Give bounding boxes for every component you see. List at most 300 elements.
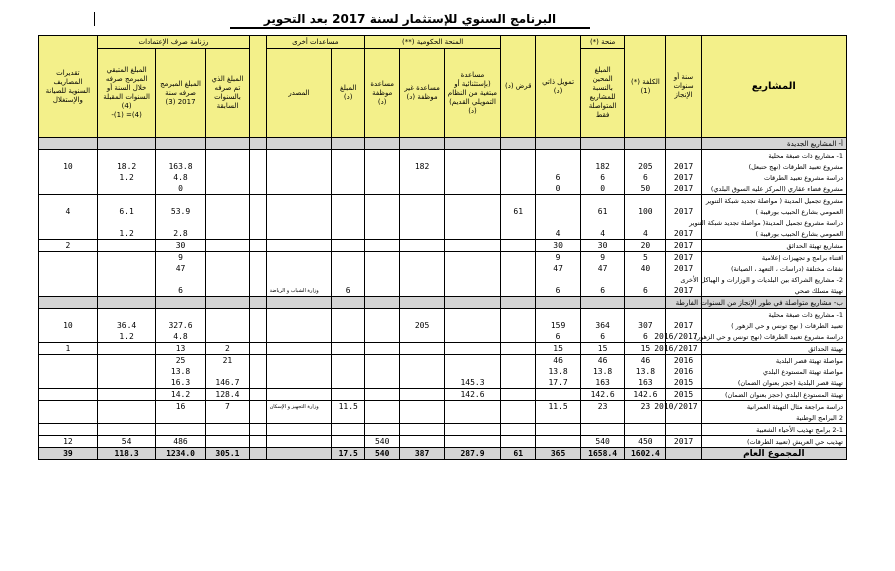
cell-loan	[501, 285, 536, 297]
cell-other-source	[266, 297, 332, 309]
cell-self-funding: 46	[536, 355, 581, 367]
cell-govt-new	[444, 274, 500, 285]
cell-name: مشروع تجميل المدينة ( مواصلة تجديد شبكة التنوير	[701, 195, 846, 207]
header-year: سنة أو سنوات الإنجاز	[666, 36, 701, 138]
cell-govt-new	[444, 320, 500, 331]
cell-other-amount	[332, 150, 365, 162]
cell-name: 1- مشاريع ذات صبغة محلية	[701, 309, 846, 321]
header-other-source: المصدر	[266, 49, 332, 138]
cell-maintenance	[39, 217, 98, 228]
cell-credits-remaining	[97, 183, 156, 195]
cell-govt-allocated	[365, 172, 400, 183]
cell-year: 2017	[666, 172, 701, 183]
cell-credits-2017: 4.8	[156, 172, 205, 183]
cell-govt-allocated	[365, 240, 400, 252]
cell-self-funding	[536, 412, 581, 424]
cell-credits-2017	[156, 297, 205, 309]
cell-govt-new	[444, 161, 500, 172]
cell-grant-mid: 30	[580, 240, 625, 252]
table-body	[39, 138, 847, 460]
cell-govt-new	[444, 285, 500, 297]
table-row	[39, 195, 847, 207]
cell-credits-remaining	[97, 366, 156, 377]
cell-govt-new	[444, 172, 500, 183]
header-maintenance: تقديرات المصاريف السنوية للصيانة والإستغلال	[39, 36, 98, 138]
cell-name: دراسة مشروع تعبيد الطرقات (نهج تونس و حي الزهور)	[701, 331, 846, 343]
cell-maintenance	[39, 355, 98, 367]
cell-credits-2017: 25	[156, 355, 205, 367]
cell-other-amount: 17.5	[332, 448, 365, 460]
cell-maintenance	[39, 331, 98, 343]
cell-loan	[501, 217, 536, 228]
cell-grant-mid: 23	[580, 401, 625, 413]
cell-other-source	[266, 206, 332, 217]
cell-govt-new	[444, 138, 500, 150]
cell-govt-allocated	[365, 377, 400, 389]
cell-self-funding: 365	[536, 448, 581, 460]
cell-loan	[501, 320, 536, 331]
cell-other-source	[266, 240, 332, 252]
cell-credits-remaining: 36.4	[97, 320, 156, 331]
cell-year: 2016/2017	[666, 331, 701, 343]
cell-self-funding	[536, 206, 581, 217]
cell-year	[666, 150, 701, 162]
cell-self-funding: 15	[536, 343, 581, 355]
cell-other-source: وزارة التجهيز و الإسكان	[266, 401, 332, 413]
cell-loan	[501, 138, 536, 150]
cell-spacer	[250, 252, 266, 264]
cell-credits-prior	[205, 206, 250, 217]
cell-name: ب- مشاريع متواصلة في طور الإنجاز من السنوات الفارطة	[701, 297, 846, 309]
cell-grant-mid: 46	[580, 355, 625, 367]
cell-other-source	[266, 343, 332, 355]
cell-self-funding: 13.8	[536, 366, 581, 377]
cell-other-amount	[332, 172, 365, 183]
cell-govt-unallocated	[400, 355, 445, 367]
cell-credits-prior	[205, 195, 250, 207]
cell-credits-remaining: 6.1	[97, 206, 156, 217]
cell-cost: 15	[625, 343, 666, 355]
cell-govt-new	[444, 195, 500, 207]
cell-cost: 50	[625, 183, 666, 195]
cell-spacer	[250, 285, 266, 297]
cell-credits-prior	[205, 263, 250, 274]
header-grants-group: منحة (*)	[580, 36, 625, 49]
header-govt-unallocated: مساعدة غير موظفة (د)	[400, 49, 445, 138]
header-credits-remaining	[97, 49, 156, 138]
cell-spacer	[250, 355, 266, 367]
cell-govt-unallocated	[400, 228, 445, 240]
cell-credits-2017	[156, 309, 205, 321]
cell-govt-unallocated	[400, 206, 445, 217]
cell-self-funding: 6	[536, 285, 581, 297]
cell-self-funding	[536, 297, 581, 309]
cell-maintenance	[39, 263, 98, 274]
cell-grant-mid: 4	[580, 228, 625, 240]
cell-govt-unallocated	[400, 252, 445, 264]
cell-govt-unallocated	[400, 285, 445, 297]
cell-maintenance: 2	[39, 240, 98, 252]
cell-credits-prior	[205, 228, 250, 240]
cell-name: 2 البرامج الوطنية	[701, 412, 846, 424]
cell-credits-prior: 128.4	[205, 389, 250, 401]
cell-maintenance: 1	[39, 343, 98, 355]
cell-year	[666, 412, 701, 424]
cell-credits-prior	[205, 309, 250, 321]
cell-other-source	[266, 436, 332, 448]
table-row	[39, 206, 847, 217]
cell-maintenance	[39, 183, 98, 195]
cell-cost: 205	[625, 161, 666, 172]
cell-spacer	[250, 161, 266, 172]
cell-grant-mid	[580, 424, 625, 436]
cell-name: تهذيب حي العريش (تعبيد الطرقات)	[701, 436, 846, 448]
cell-grant-mid: 61	[580, 206, 625, 217]
cell-govt-unallocated	[400, 377, 445, 389]
cell-govt-unallocated	[400, 138, 445, 150]
cell-year: 2016	[666, 366, 701, 377]
cell-other-source	[266, 309, 332, 321]
cell-govt-allocated	[365, 217, 400, 228]
cell-grant-mid: 9	[580, 252, 625, 264]
cell-grant-mid	[580, 412, 625, 424]
cell-loan	[501, 263, 536, 274]
cell-loan	[501, 195, 536, 207]
cell-other-amount	[332, 206, 365, 217]
cell-govt-allocated	[365, 320, 400, 331]
cell-spacer	[250, 412, 266, 424]
cell-spacer	[250, 217, 266, 228]
cell-govt-unallocated	[400, 263, 445, 274]
cell-credits-remaining: 1.2	[97, 331, 156, 343]
cell-credits-prior	[205, 412, 250, 424]
cell-self-funding: 9	[536, 252, 581, 264]
cell-other-amount	[332, 366, 365, 377]
cell-cost: 5	[625, 252, 666, 264]
cell-cost: 100	[625, 206, 666, 217]
cell-grant-mid: 182	[580, 161, 625, 172]
cell-year: 2017	[666, 285, 701, 297]
cell-name: المجموع العام	[701, 448, 846, 460]
cell-govt-new	[444, 217, 500, 228]
total-row	[39, 448, 847, 460]
cell-credits-remaining	[97, 424, 156, 436]
table-row	[39, 285, 847, 297]
cell-govt-unallocated	[400, 366, 445, 377]
cell-credits-prior	[205, 172, 250, 183]
cell-name: تهيئة الحدائق	[701, 343, 846, 355]
cell-credits-remaining	[97, 309, 156, 321]
cell-credits-2017	[156, 150, 205, 162]
table-row	[39, 343, 847, 355]
cell-maintenance	[39, 401, 98, 413]
cell-maintenance	[39, 377, 98, 389]
cell-name: نفقات مختلفة (دراسات ، التعهد ، الصيانة)	[701, 263, 846, 274]
cell-credits-2017: 30	[156, 240, 205, 252]
cell-govt-new	[444, 297, 500, 309]
cell-maintenance	[39, 424, 98, 436]
cell-maintenance	[39, 195, 98, 207]
cell-year: 2016	[666, 355, 701, 367]
cell-loan	[501, 150, 536, 162]
cell-cost: 450	[625, 436, 666, 448]
cell-year: 2017	[666, 183, 701, 195]
cell-cost: 20	[625, 240, 666, 252]
header-other-amount: المبلغ (د)	[332, 49, 365, 138]
cell-cost	[625, 424, 666, 436]
cell-govt-new	[444, 309, 500, 321]
cell-spacer	[250, 183, 266, 195]
cell-name: دراسة مراجعة مثال التهيئة العمرانية	[701, 401, 846, 413]
cell-credits-remaining: 18.2	[97, 161, 156, 172]
cell-spacer	[250, 320, 266, 331]
cell-year: 2017	[666, 206, 701, 217]
cell-self-funding	[536, 424, 581, 436]
cell-credits-remaining	[97, 274, 156, 285]
table-row	[39, 217, 847, 228]
cell-maintenance: 10	[39, 320, 98, 331]
cell-self-funding	[536, 436, 581, 448]
cell-credits-prior	[205, 138, 250, 150]
table-row	[39, 183, 847, 195]
cell-spacer	[250, 448, 266, 460]
cell-govt-unallocated: 387	[400, 448, 445, 460]
cell-year	[666, 195, 701, 207]
cell-govt-new	[444, 436, 500, 448]
cell-self-funding	[536, 195, 581, 207]
cell-other-source	[266, 150, 332, 162]
cell-cost: 4	[625, 228, 666, 240]
cell-credits-prior	[205, 285, 250, 297]
cell-govt-new	[444, 355, 500, 367]
cell-loan	[501, 366, 536, 377]
table-row	[39, 274, 847, 285]
cell-govt-new	[444, 183, 500, 195]
cell-govt-new	[444, 331, 500, 343]
cell-govt-unallocated	[400, 150, 445, 162]
cell-cost	[625, 195, 666, 207]
cell-other-source	[266, 424, 332, 436]
cell-other-amount	[332, 138, 365, 150]
cell-name: العمومي بشارع الحبيب بورقيبة )	[701, 206, 846, 217]
cell-spacer	[250, 172, 266, 183]
cell-credits-2017: 4.8	[156, 331, 205, 343]
cell-govt-allocated	[365, 297, 400, 309]
cell-govt-unallocated	[400, 343, 445, 355]
cell-grant-mid: 6	[580, 331, 625, 343]
cell-loan	[501, 389, 536, 401]
cell-self-funding: 47	[536, 263, 581, 274]
cell-maintenance	[39, 138, 98, 150]
cell-maintenance	[39, 389, 98, 401]
cell-maintenance	[39, 228, 98, 240]
cell-other-amount	[332, 297, 365, 309]
cell-maintenance: 4	[39, 206, 98, 217]
header-spacer	[250, 36, 266, 138]
cell-govt-unallocated	[400, 424, 445, 436]
cell-other-source	[266, 355, 332, 367]
cell-credits-prior	[205, 274, 250, 285]
cell-other-amount: 6	[332, 285, 365, 297]
cell-credits-remaining	[97, 150, 156, 162]
cell-govt-allocated: 540	[365, 448, 400, 460]
cell-govt-unallocated: 205	[400, 320, 445, 331]
cell-self-funding: 6	[536, 172, 581, 183]
cell-grant-mid: 540	[580, 436, 625, 448]
cell-grant-mid: 13.8	[580, 366, 625, 377]
cell-other-amount	[332, 343, 365, 355]
cell-govt-allocated	[365, 412, 400, 424]
cell-govt-unallocated	[400, 309, 445, 321]
cell-spacer	[250, 240, 266, 252]
cell-credits-2017: 16.3	[156, 377, 205, 389]
cell-loan	[501, 355, 536, 367]
cell-grant-mid	[580, 138, 625, 150]
cell-name: 1- مشاريع ذات صبغة محلية	[701, 150, 846, 162]
header-self-funding: تمويل ذاتي (د)	[536, 36, 581, 138]
cell-other-source	[266, 263, 332, 274]
cell-name: اقتناء برامج و تجهيزات إعلامية	[701, 252, 846, 264]
table-row	[39, 161, 847, 172]
table-row	[39, 355, 847, 367]
cell-cost: 13.8	[625, 366, 666, 377]
cell-credits-prior: 305.1	[205, 448, 250, 460]
table-row	[39, 150, 847, 162]
cell-other-amount	[332, 274, 365, 285]
cell-maintenance	[39, 150, 98, 162]
cell-credits-prior	[205, 366, 250, 377]
cell-govt-new	[444, 240, 500, 252]
cell-credits-2017	[156, 424, 205, 436]
cell-spacer	[250, 150, 266, 162]
cell-other-source	[266, 377, 332, 389]
cell-other-amount	[332, 377, 365, 389]
cell-other-amount	[332, 240, 365, 252]
cell-govt-unallocated	[400, 412, 445, 424]
cell-maintenance: 10	[39, 161, 98, 172]
cell-govt-allocated	[365, 366, 400, 377]
cell-other-source	[266, 366, 332, 377]
cell-govt-allocated	[365, 195, 400, 207]
cell-cost: 6	[625, 285, 666, 297]
cell-govt-allocated	[365, 424, 400, 436]
cell-other-amount	[332, 183, 365, 195]
cell-other-source	[266, 161, 332, 172]
cell-govt-new: 142.6	[444, 389, 500, 401]
header-grant-mid: المبلغ المحين بالنسبة للمشاريع المتواصلة فقط	[580, 49, 625, 138]
cell-self-funding	[536, 150, 581, 162]
cell-credits-prior	[205, 331, 250, 343]
cell-maintenance	[39, 252, 98, 264]
cell-credits-prior	[205, 436, 250, 448]
cell-govt-unallocated	[400, 195, 445, 207]
section-row	[39, 138, 847, 150]
table-row	[39, 401, 847, 413]
cell-other-source	[266, 331, 332, 343]
cell-maintenance	[39, 412, 98, 424]
table-row	[39, 172, 847, 183]
cell-credits-2017: 13.8	[156, 366, 205, 377]
cell-credits-2017: 16	[156, 401, 205, 413]
cell-credits-2017: 13	[156, 343, 205, 355]
cell-credits-remaining	[97, 138, 156, 150]
cell-year: 2017	[666, 320, 701, 331]
cell-name: مواصلة تهيئة قصر البلدية	[701, 355, 846, 367]
cell-govt-allocated	[365, 183, 400, 195]
cell-govt-new	[444, 228, 500, 240]
cell-credits-2017: 0	[156, 183, 205, 195]
cell-name: مشروع تعبيد الطرقات (نهج حنبعل)	[701, 161, 846, 172]
cell-credits-remaining: 1.2	[97, 228, 156, 240]
cell-self-funding	[536, 161, 581, 172]
cell-govt-new	[444, 401, 500, 413]
cell-credits-2017: 2.8	[156, 228, 205, 240]
cell-cost	[625, 274, 666, 285]
cell-year	[666, 138, 701, 150]
cell-other-amount	[332, 228, 365, 240]
cell-credits-prior	[205, 150, 250, 162]
cell-grant-mid: 364	[580, 320, 625, 331]
cell-other-source	[266, 138, 332, 150]
cell-spacer	[250, 263, 266, 274]
cell-credits-2017: 14.2	[156, 389, 205, 401]
cell-govt-unallocated	[400, 297, 445, 309]
cell-credits-remaining	[97, 412, 156, 424]
cell-year	[666, 448, 701, 460]
cell-loan	[501, 161, 536, 172]
cell-govt-new	[444, 150, 500, 162]
cell-loan	[501, 172, 536, 183]
header-govt-allocated: مساعدة موظفة (د)	[365, 49, 400, 138]
cell-spacer	[250, 331, 266, 343]
cell-credits-2017: 1234.0	[156, 448, 205, 460]
cell-govt-allocated	[365, 309, 400, 321]
cell-credits-remaining	[97, 355, 156, 367]
cell-spacer	[250, 424, 266, 436]
cell-grant-mid: 0	[580, 183, 625, 195]
table-row	[39, 424, 847, 436]
cell-loan	[501, 436, 536, 448]
cell-name: تعبيد الطرقات ( نهج تونس و حي الزهور )	[701, 320, 846, 331]
cell-other-amount	[332, 161, 365, 172]
cell-grant-mid	[580, 217, 625, 228]
header-other-group: مساعدات أخرى	[266, 36, 365, 49]
cell-self-funding	[536, 309, 581, 321]
cell-cost: 23	[625, 401, 666, 413]
cell-credits-prior	[205, 424, 250, 436]
cell-loan	[501, 240, 536, 252]
cell-credits-2017: 9	[156, 252, 205, 264]
header-credits-2017: المبلغ المبرمج صرفه سنة 2017 (3)	[156, 49, 205, 138]
cell-spacer	[250, 377, 266, 389]
cell-loan	[501, 401, 536, 413]
cell-name: أ- المشاريع الجديدة	[701, 138, 846, 150]
cell-self-funding	[536, 217, 581, 228]
cell-credits-remaining	[97, 297, 156, 309]
cell-self-funding: 4	[536, 228, 581, 240]
cell-govt-unallocated	[400, 217, 445, 228]
cell-credits-prior	[205, 297, 250, 309]
table-header	[39, 36, 847, 138]
cell-credits-remaining	[97, 252, 156, 264]
cell-loan	[501, 309, 536, 321]
cell-loan	[501, 412, 536, 424]
cell-maintenance	[39, 172, 98, 183]
cell-govt-new: 287.9	[444, 448, 500, 460]
table-row	[39, 412, 847, 424]
cell-cost: 163	[625, 377, 666, 389]
header-cost: الكلفة (*) (1)	[625, 36, 666, 138]
